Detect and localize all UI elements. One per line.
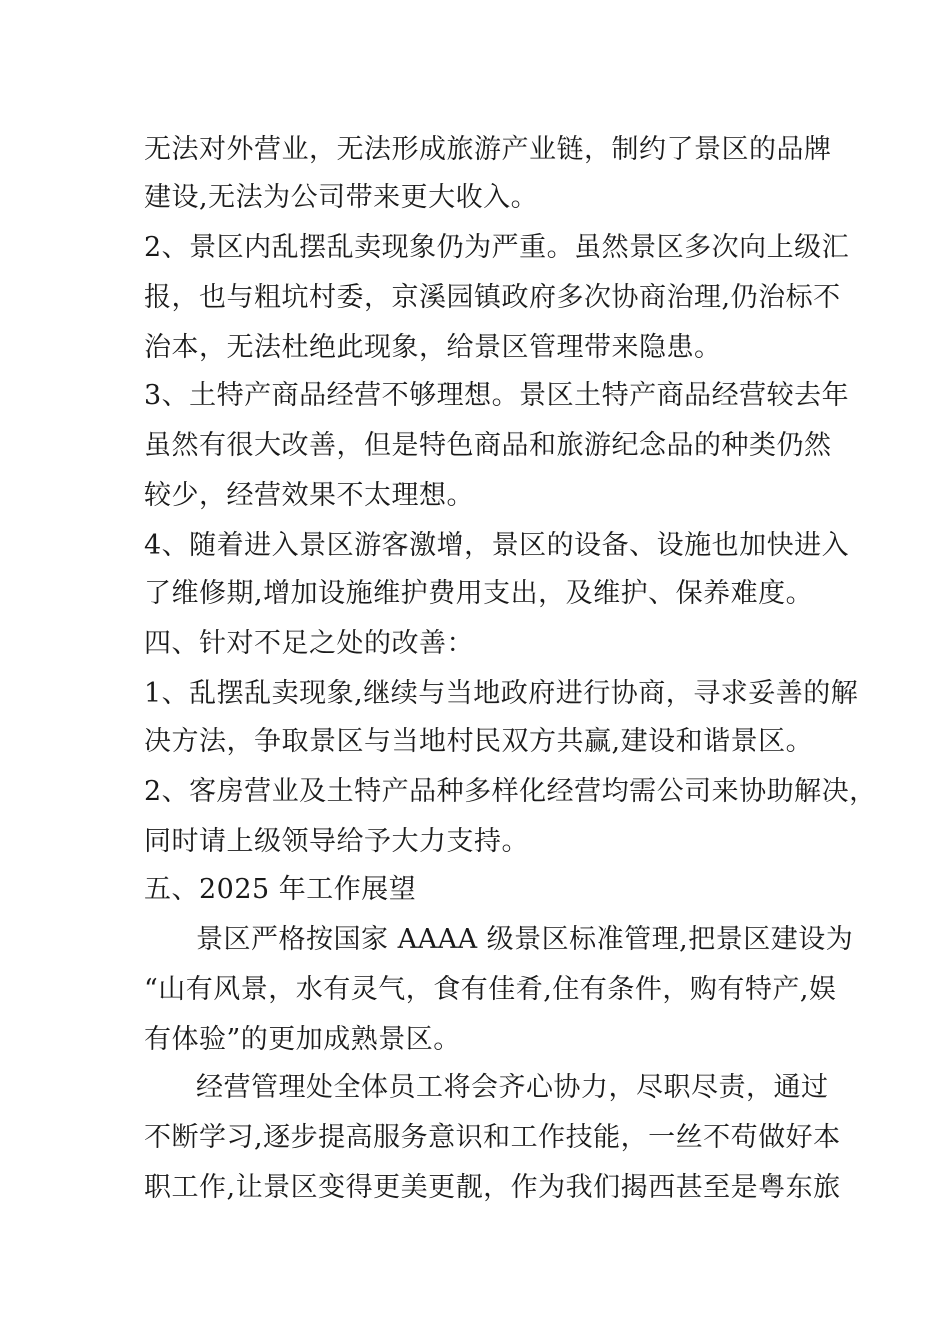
text-line-19: 有体验”的更加成熟景区。	[144, 1024, 461, 1055]
section-heading-4: 四、针对不足之处的改善：	[144, 628, 474, 659]
text-line-3: 2、景区内乱摆乱卖现象仍为严重。虽然景区多次向上级汇	[144, 232, 850, 263]
text-line-13: 决方法，争取景区与当地村民双方共赢,建设和谐景区。	[144, 726, 814, 757]
text-line-5: 治本，无法杜绝此现象，给景区管理带来隐患。	[144, 332, 722, 363]
text-line-10: 了维修期,增加设施维护费用支出，及维护、保养难度。	[144, 578, 814, 609]
paragraph-indent-line: 景区严格按国家 AAAA 级景区标准管理,把景区建设为	[196, 924, 854, 955]
text-line-2: 建设,无法为公司带来更大收入。	[144, 182, 539, 213]
text-line-21: 不断学习,逐步提高服务意识和工作技能，一丝不苟做好本	[144, 1122, 841, 1153]
text-line-1: 无法对外营业，无法形成旅游产业链，制约了景区的品牌	[144, 134, 832, 165]
text-line-7: 虽然有很大改善，但是特色商品和旅游纪念品的种类仍然	[144, 430, 832, 461]
text-line-8: 较少，经营效果不太理想。	[144, 480, 474, 511]
text-line-4: 报，也与粗坑村委，京溪园镇政府多次协商治理,仍治标不	[144, 282, 841, 313]
text-line-22: 职工作,让景区变得更美更靓，作为我们揭西甚至是粤东旅	[144, 1172, 841, 1203]
paragraph-indent-line: 经营管理处全体员工将会齐心协力，尽职尽责，通过	[196, 1072, 829, 1103]
text-line-12: 1、乱摆乱卖现象,继续与当地政府进行协商，寻求妥善的解	[144, 678, 859, 709]
text-line-15: 同时请上级领导给予大力支持。	[144, 826, 529, 857]
text-line-18: “山有风景，水有灵气，食有佳肴,住有条件，购有特产,娱	[144, 974, 837, 1005]
text-line-14: 2、客房营业及土特产品种多样化经营均需公司来协助解决，	[144, 776, 877, 807]
section-heading-5: 五、2025 年工作展望	[144, 874, 417, 905]
text-line-9: 4、随着进入景区游客激增，景区的设备、设施也加快进入	[144, 530, 850, 561]
text-line-6: 3、土特产商品经营不够理想。景区土特产商品经营较去年	[144, 380, 850, 411]
